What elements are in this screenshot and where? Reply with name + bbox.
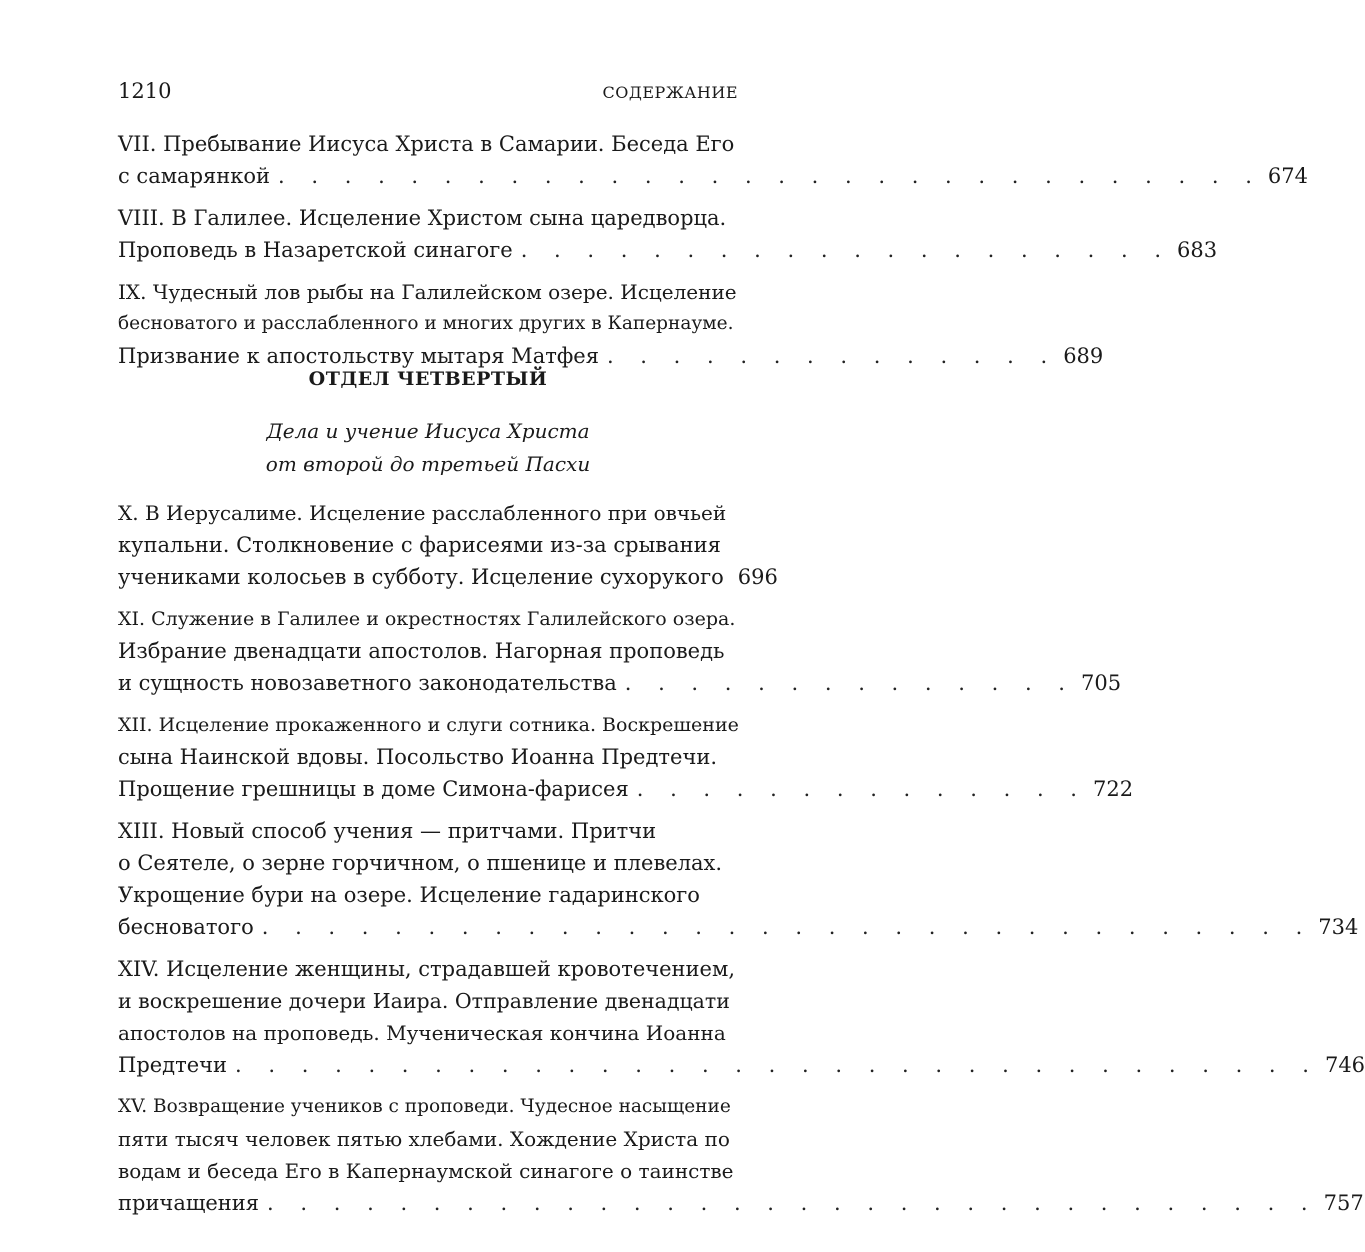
toc-entry-line: Укрощение бури на озере. Исцеление гадаринского bbox=[118, 883, 700, 907]
toc-page-number: 757 bbox=[1323, 1191, 1364, 1215]
toc-entry-line: VII. Пребывание Иисуса Христа в Самарии. Беседа Его bbox=[118, 132, 735, 156]
toc-entry[interactable] bbox=[118, 497, 778, 593]
toc-entry-text: Призвание к апостольству мытаря Матфея bbox=[118, 344, 599, 368]
toc-entry-last-line bbox=[118, 1187, 1364, 1219]
toc-entry-text: учениками колосьев в субботу. Исцеление сухорукого bbox=[118, 565, 724, 589]
toc-section-before bbox=[118, 128, 1308, 372]
part-subtitle-line-2: от второй до третьей Пасхи bbox=[265, 452, 591, 476]
toc-entry-line: водам и беседа Его в Капернаумской синагоге о таинстве bbox=[118, 1159, 734, 1183]
toc-page-number: 722 bbox=[1092, 777, 1134, 801]
toc-entry-line: апостолов на проповедь. Мученическая кончина Иоанна bbox=[118, 1021, 726, 1045]
toc-section-after bbox=[118, 497, 1365, 1219]
toc-entry-last-line bbox=[118, 234, 1218, 266]
dot-leader: . . . . . . . . . . . . . . . . . . . . . . . . . . . . . . bbox=[278, 164, 1262, 188]
dot-leader: . . . . . . . . . . . . . . . . . . . . . . . . . . . . . . . . . bbox=[235, 1053, 1319, 1077]
toc-page-number: 734 bbox=[1318, 915, 1359, 939]
toc-entry-line: Избрание двенадцати апостолов. Нагорная проповедь bbox=[118, 639, 725, 663]
toc-entry[interactable] bbox=[118, 815, 1359, 943]
toc-entry-line: VIII. В Галилее. Исцеление Христом сына царедворца. bbox=[118, 206, 727, 230]
toc-entry-last-line bbox=[118, 773, 1134, 805]
toc-entry-text: и сущность новозаветного законодательства bbox=[118, 671, 617, 695]
toc-entry[interactable] bbox=[118, 1091, 1364, 1219]
toc-entry-last-line bbox=[118, 160, 1308, 192]
toc-page-number: 746 bbox=[1324, 1053, 1365, 1077]
toc-entry-line: пяти тысяч человек пятью хлебами. Хождение Христа по bbox=[118, 1127, 730, 1151]
toc-page-number: 683 bbox=[1177, 238, 1218, 262]
toc-entry-line: XIV. Исцеление женщины, страдавшей кровотечением, bbox=[118, 957, 735, 981]
toc-entry-text: с самарянкой bbox=[118, 164, 271, 188]
dot-leader: . . . . . . . . . . . . . . . . . . . . . . . . . . . . . . . . bbox=[267, 1191, 1318, 1215]
toc-page-number: 689 bbox=[1063, 344, 1104, 368]
part-heading: ОТДЕЛ ЧЕТВЕРТЫЙ bbox=[308, 368, 548, 390]
dot-leader: . . . . . . . . . . . . . . . . . . . . . . . . . . . . . . . . bbox=[261, 915, 1313, 939]
toc-entry-line: XI. Служение в Галилее и окрестностях Галилейского озера. bbox=[118, 608, 736, 630]
dot-leader: . . . . . . . . . . . . . . bbox=[606, 344, 1058, 368]
toc-entry-last-line bbox=[118, 667, 1122, 699]
toc-entry[interactable] bbox=[118, 276, 1104, 372]
toc-entry-text: причащения bbox=[118, 1191, 260, 1215]
part-subtitle-line-1: Дела и учение Иисуса Христа bbox=[266, 419, 590, 443]
toc-entry-line: купальни. Столкновение с фарисеями из-за срывания bbox=[118, 533, 721, 557]
toc-entry-line: IX. Чудесный лов рыбы на Галилейском озере. Исцеление bbox=[118, 280, 737, 304]
toc-entry[interactable] bbox=[118, 953, 1365, 1081]
toc-entry[interactable] bbox=[118, 202, 1218, 266]
dot-leader: . . . . . . . . . . . . . . bbox=[624, 671, 1075, 695]
running-head bbox=[118, 79, 738, 103]
toc-entry-last-line bbox=[118, 561, 778, 593]
dot-leader: . . . . . . . . . . . . . . bbox=[636, 777, 1087, 801]
toc-entry-last-line bbox=[118, 911, 1359, 943]
toc-entry-line: бесноватого и расслабленного и многих других в Капернауме. bbox=[118, 313, 734, 334]
toc-entry[interactable] bbox=[118, 709, 1134, 805]
toc-entry-text: бесноватого bbox=[118, 915, 254, 939]
page-number: 1210 bbox=[118, 79, 172, 103]
toc-page-number: 674 bbox=[1267, 164, 1308, 188]
toc-entry-line: X. В Иерусалиме. Исцеление расслабленного при овчьей bbox=[118, 501, 727, 525]
toc-entry-line: XII. Исцеление прокаженного и слуги сотника. Воскрешение bbox=[118, 714, 739, 736]
section-title: СОДЕРЖАНИЕ bbox=[602, 83, 738, 102]
toc-page-number: 696 bbox=[737, 565, 778, 589]
toc-page-number: 705 bbox=[1080, 671, 1122, 695]
toc-entry-text: Прощение грешницы в доме Симона-фарисея bbox=[118, 777, 629, 801]
toc-entry-line: XV. Возвращение учеников с проповеди. Чудесное насыщение bbox=[118, 1096, 731, 1117]
toc-entry-text: Проповедь в Назаретской синагоге bbox=[118, 238, 513, 262]
toc-entry[interactable] bbox=[118, 603, 1122, 699]
toc-entry-line: сына Наинской вдовы. Посольство Иоанна Предтечи. bbox=[118, 745, 718, 769]
dot-leader: . . . . . . . . . . . . . . . . . . . . bbox=[520, 238, 1172, 262]
toc-entry-line: о Сеятеле, о зерне горчичном, о пшенице и плевелах. bbox=[118, 851, 723, 875]
toc-entry[interactable] bbox=[118, 128, 1308, 192]
toc-entry-text: Предтечи bbox=[118, 1053, 228, 1077]
part-subtitle bbox=[118, 415, 738, 481]
toc-entry-line: и воскрешение дочери Иаира. Отправление двенадцати bbox=[118, 989, 730, 1013]
toc-entry-last-line bbox=[118, 1049, 1365, 1081]
toc-entry-line: XIII. Новый способ учения — притчами. Притчи bbox=[118, 819, 657, 843]
